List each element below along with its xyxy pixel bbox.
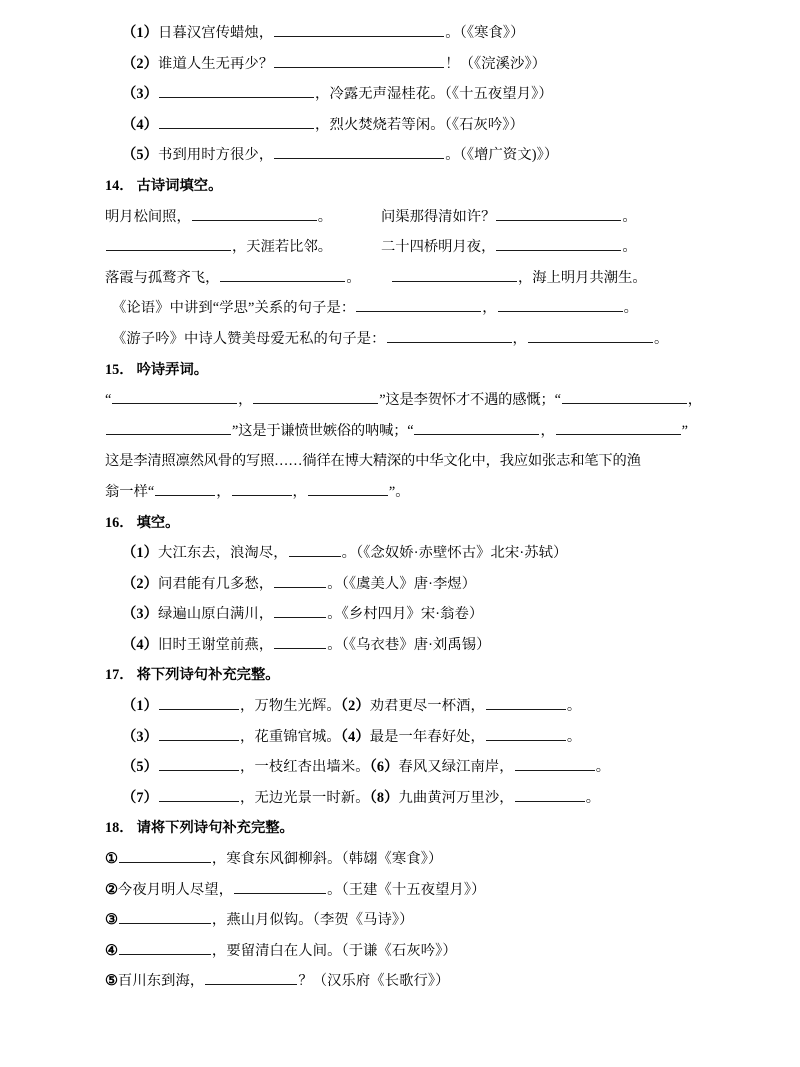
section15-line-2 (100, 416, 700, 447)
section17-row (100, 722, 700, 753)
item-text-after: ，冷露无声湿桂花。（《十五夜望月》） (315, 86, 553, 103)
list-item (100, 110, 700, 141)
answer-blank[interactable] (387, 328, 512, 343)
text-after: 。 (622, 208, 637, 225)
list-item (100, 936, 700, 967)
answer-blank[interactable] (289, 542, 341, 557)
answer-blank[interactable] (106, 236, 231, 251)
comma: ， (540, 422, 555, 439)
section-number: 17． (105, 667, 134, 684)
comma: ， (216, 483, 231, 500)
item-text-before: 九曲黄河万里沙， (398, 789, 514, 806)
item-index: （3） (122, 86, 159, 103)
item-index: （5） (122, 147, 159, 164)
item-index: （7） (122, 789, 159, 806)
section14-row-left (105, 263, 381, 294)
item-text-after: ，万物生光辉。 (240, 698, 341, 715)
narrative-text: 这是李清照凛然风骨的写照……徜徉在博大精深的中华文化中，我应如张志和笔下的渔 (105, 453, 641, 470)
section-number: 18． (105, 820, 134, 837)
item-text-after: 。（《念奴娇·赤壁怀古》北宋·苏轼） (341, 545, 568, 562)
item-text-after: 。 (566, 698, 582, 715)
item-index: （3） (122, 728, 159, 745)
answer-blank[interactable] (192, 206, 317, 221)
item-text-before: 大江东去，浪淘尽， (158, 545, 288, 562)
item-index: （6） (369, 759, 399, 776)
answer-blank[interactable] (392, 267, 517, 282)
answer-blank[interactable] (528, 328, 653, 343)
item-text-after: 。 (585, 789, 601, 806)
section14-row-left (105, 202, 381, 233)
item-text-before: 问君能有几多愁， (158, 575, 274, 592)
item-text-after: ，燕山月似钩。（李贺《马诗》） (211, 912, 414, 929)
list-item (100, 140, 700, 171)
narrative-text: ”这是李贺怀才不遇的感慨；“ (379, 392, 561, 409)
answer-blank[interactable] (515, 756, 595, 771)
comma: ， (687, 392, 702, 409)
item-text-after: ，无边光景一时新。 (240, 789, 370, 806)
answer-blank[interactable] (155, 481, 215, 496)
section15-line-1 (100, 385, 700, 416)
list-item (100, 538, 700, 569)
section14-row-right (381, 263, 700, 294)
text-before: 问渠那得清如许？ (381, 208, 496, 225)
item-index: ① (105, 851, 118, 868)
item-index: （5） (122, 759, 159, 776)
section14-prompt-youziyin (100, 324, 700, 355)
item-index: （2） (122, 575, 159, 592)
section15-line-3 (100, 446, 700, 477)
item-text-after: 。 (566, 728, 582, 745)
item-text-after: ！（《浣溪沙》） (445, 55, 547, 72)
answer-blank[interactable] (159, 787, 239, 802)
item-text-after: ，一枝红杏出墙米。 (240, 759, 370, 776)
answer-blank[interactable] (556, 420, 681, 435)
item-text-after: 。（《乌衣巷》唐·刘禹锡） (327, 636, 491, 653)
answer-blank[interactable] (274, 22, 444, 37)
list-item (100, 569, 700, 600)
section-heading-16 (100, 508, 700, 539)
item-text-before: 旧时王谢堂前燕， (158, 636, 274, 653)
section-title: 吟诗弄词。 (136, 361, 209, 378)
answer-blank[interactable] (274, 634, 326, 649)
prompt-end: 。 (653, 330, 669, 347)
item-index: （2） (340, 698, 370, 715)
list-item (100, 599, 700, 630)
item-text-before: 书到用时方很少， (158, 147, 274, 164)
item-text-before: 绿遍山原白满川， (158, 606, 274, 623)
section14-row (100, 263, 700, 294)
answer-blank[interactable] (253, 389, 378, 404)
item-index: （4） (122, 636, 159, 653)
answer-blank[interactable] (234, 879, 326, 894)
section-number: 14． (105, 177, 134, 194)
item-index: （2） (122, 55, 159, 72)
prompt-mid: ， (512, 330, 527, 347)
item-text-after: 。（《虞美人》唐·李煜） (327, 575, 477, 592)
answer-blank[interactable] (486, 695, 566, 710)
item-text-before: 今夜月明人尽望， (117, 881, 234, 898)
answer-blank[interactable] (119, 909, 211, 924)
item-index: （3） (122, 606, 159, 623)
section-number: 16． (105, 514, 134, 531)
item-text-before: 最是一年春好处， (369, 728, 485, 745)
answer-blank[interactable] (356, 297, 481, 312)
answer-blank[interactable] (119, 940, 211, 955)
comma: ， (238, 392, 253, 409)
narrative-text: ”这是于谦愤世嫉俗的呐喊；“ (232, 422, 414, 439)
item-index: ② (105, 881, 118, 898)
answer-blank[interactable] (119, 848, 211, 863)
answer-blank[interactable] (159, 114, 314, 129)
item-index: ③ (105, 912, 118, 929)
answer-blank[interactable] (274, 144, 444, 159)
answer-blank[interactable] (159, 756, 239, 771)
prompt-end: 。 (623, 300, 639, 317)
section14-row (100, 232, 700, 263)
quote-open: “ (105, 392, 112, 409)
prompt-text: 《论语》中讲到“学思”关系的句子是： (112, 300, 356, 317)
item-index: （4） (340, 728, 370, 745)
item-index: （4） (122, 116, 159, 133)
text-after: ，天涯若比邻。 (232, 239, 333, 256)
item-text-after: ，花重锦官城。 (240, 728, 341, 745)
item-index: ⑤ (105, 973, 118, 990)
section17-row (100, 783, 700, 814)
section17-row (100, 691, 700, 722)
quote-close: ” (681, 422, 688, 439)
answer-blank[interactable] (159, 83, 314, 98)
list-item (100, 905, 700, 936)
quote-close-period: ”。 (388, 483, 410, 500)
item-text-before: 日暮汉宫传蜡烛， (158, 25, 274, 41)
narrative-text: 翁一样“ (105, 483, 155, 500)
text-after: 。 (622, 239, 637, 256)
item-text-before: 春风又绿江南岸， (398, 759, 514, 776)
answer-blank[interactable] (515, 787, 585, 802)
comma: ， (292, 483, 307, 500)
answer-blank[interactable] (106, 420, 231, 435)
prompt-text: 《游子吟》中诗人赞美母爱无私的句子是： (112, 330, 386, 347)
list-item (100, 49, 700, 80)
section-heading-15 (100, 355, 700, 386)
answer-blank[interactable] (486, 726, 566, 741)
item-index: （1） (122, 25, 159, 41)
item-text-before: 百川东到海， (117, 973, 205, 990)
item-text-after: 。（《增广资文)》） (445, 147, 559, 164)
list-item (100, 844, 700, 875)
item-text-after: ，要留清白在人间。（于谦《石灰吟》） (211, 942, 457, 959)
list-item (100, 966, 700, 997)
text-after: ，海上明月共潮生。 (518, 269, 647, 286)
section17-row (100, 752, 700, 783)
section-heading-14 (100, 171, 700, 202)
section-heading-17 (100, 660, 700, 691)
answer-blank[interactable] (205, 970, 297, 985)
list-item (100, 630, 700, 661)
list-item (100, 79, 700, 110)
answer-blank[interactable] (274, 573, 326, 588)
answer-blank[interactable] (496, 206, 621, 221)
text-after: 。 (317, 208, 333, 225)
section-title: 古诗词填空。 (136, 177, 223, 194)
section15-line-4 (100, 477, 700, 508)
list-item (100, 875, 700, 906)
section-heading-18 (100, 813, 700, 844)
section-title: 填空。 (136, 514, 180, 531)
item-text-after: 。《乡村四月》宋·翁卷） (327, 606, 484, 623)
item-text-before: 谁道人生无再少？ (158, 55, 274, 72)
item-index: ④ (105, 942, 118, 959)
answer-blank[interactable] (562, 389, 687, 404)
text-after: 。 (346, 269, 361, 286)
item-text-after: ，寒食东风御柳斜。（韩翃《寒食》） (211, 851, 443, 868)
answer-blank[interactable] (308, 481, 388, 496)
section14-prompt-lunyu (100, 293, 700, 324)
item-text-after: 。（《寒食》） (445, 25, 525, 41)
item-index: （1） (122, 545, 159, 562)
text-before: 落霞与孤鹜齐飞， (105, 269, 220, 286)
item-text-before: 劝君更尽一杯酒， (369, 698, 485, 715)
answer-blank[interactable] (159, 695, 239, 710)
section14-row (100, 202, 700, 233)
answer-blank[interactable] (159, 726, 239, 741)
item-text-after: ？（汉乐府《长歌行》） (298, 973, 450, 990)
text-before: 二十四桥明月夜， (381, 239, 496, 256)
item-text-after: 。（王建《十五夜望月》） (327, 881, 486, 898)
list-item (100, 18, 700, 49)
prompt-mid: ， (482, 300, 497, 317)
text-before: 明月松间照， (105, 208, 191, 225)
item-text-after: 。 (595, 759, 611, 776)
section-title: 将下列诗句补充完整。 (136, 667, 280, 684)
answer-blank[interactable] (112, 389, 237, 404)
item-index: （1） (122, 698, 159, 715)
answer-blank[interactable] (498, 297, 623, 312)
section14-row-left (105, 232, 381, 263)
answer-blank[interactable] (274, 603, 326, 618)
top-items-group (100, 18, 700, 171)
section14-row-right (381, 232, 700, 263)
answer-blank[interactable] (220, 267, 345, 282)
answer-blank[interactable] (414, 420, 539, 435)
answer-blank[interactable] (274, 53, 444, 68)
item-index: （8） (369, 789, 399, 806)
item-text-after: ，烈火焚烧若等闲。（《石灰吟》） (315, 116, 524, 133)
section-number: 15． (105, 361, 134, 378)
answer-blank[interactable] (232, 481, 292, 496)
section-title: 请将下列诗句补充完整。 (136, 820, 294, 837)
answer-blank[interactable] (496, 236, 621, 251)
section14-row-right (381, 202, 700, 233)
